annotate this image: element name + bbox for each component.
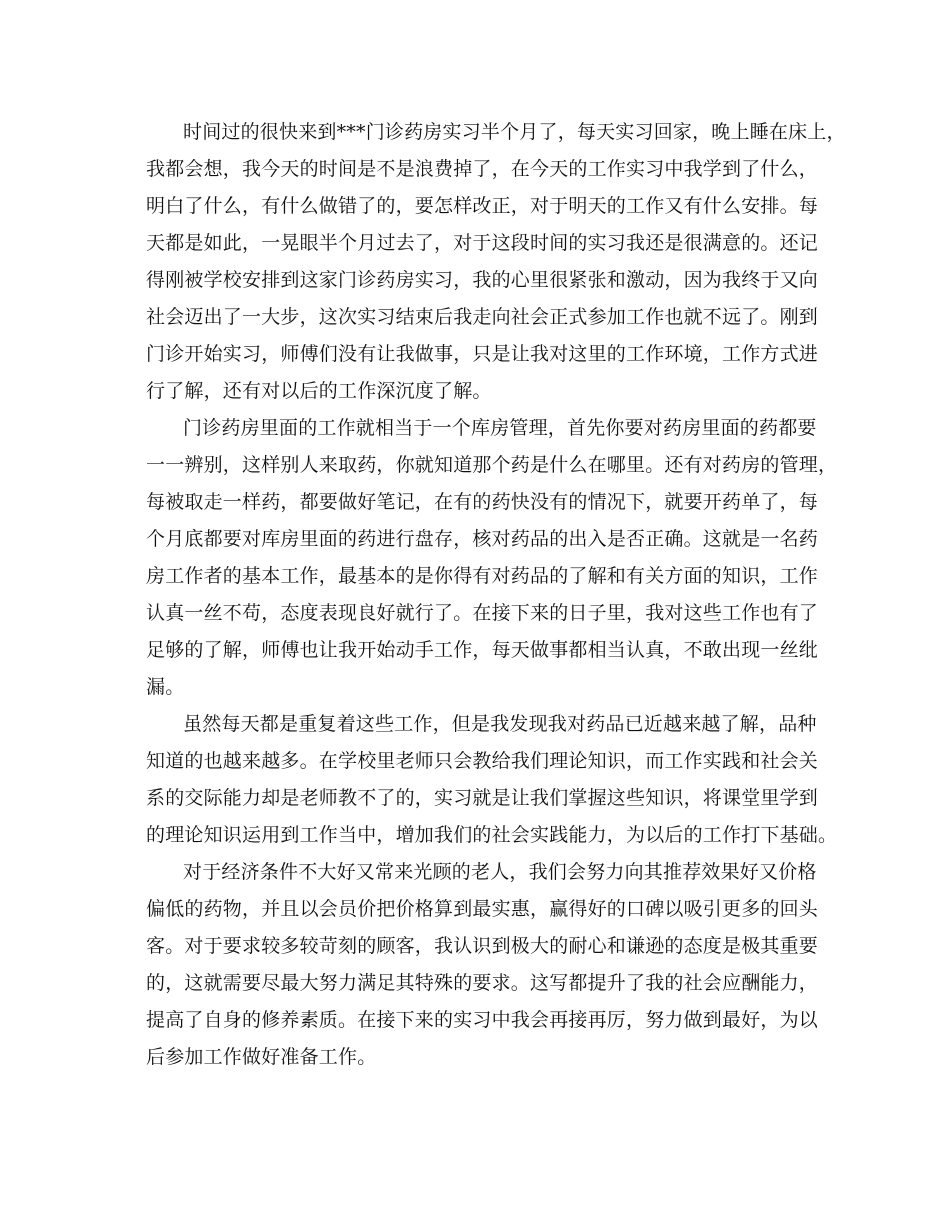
paragraph-1-line-6: 社会迈出了一大步，这次实习结束后我走向社会正式参加工作也就不远了。刚到 <box>146 306 819 328</box>
paragraph-2-line-1: 门诊药房里面的工作就相当于一个库房管理，首先你要对药房里面的药都要 <box>183 417 817 439</box>
paragraph-1-line-7: 门诊开始实习，师傅们没有让我做事，只是让我对这里的工作环境，工作方式进 <box>146 343 819 365</box>
paragraph-4-line-5: 提高了自身的修养素质。在接下来的实习中我会再接再厉，努力做到最好，为以 <box>146 1009 819 1031</box>
paragraph-4-line-4: 的，这就需要尽最大努力满足其特殊的要求。这写都提升了我的社会应酬能力， <box>146 972 819 994</box>
paragraph-4-line-6: 后参加工作做好准备工作。 <box>146 1046 377 1068</box>
paragraph-1-line-3: 明白了什么，有什么做错了的，要怎样改正，对于明天的工作又有什么安排。每 <box>146 195 819 217</box>
paragraph-2-line-6: 认真一丝不苟，态度表现良好就行了。在接下来的日子里，我对这些工作也有了 <box>146 602 819 624</box>
paragraph-2-line-3: 每被取走一样药，都要做好笔记，在有的药快没有的情况下，就要开药单了，每 <box>146 491 819 513</box>
paragraph-3-line-4: 的理论知识运用到工作当中，增加我们的社会实践能力，为以后的工作打下基础。 <box>146 824 838 846</box>
paragraph-2-line-8: 漏。 <box>146 676 185 698</box>
document-body <box>146 114 846 1076</box>
paragraph-3-line-3: 系的交际能力却是老师教不了的，实习就是让我们掌握这些知识，将课堂里学到 <box>146 787 819 809</box>
paragraph-1-line-1: 时间过的很快来到***门诊药房实习半个月了，每天实习回家，晚上睡在床上， <box>183 121 846 143</box>
paragraph-2-line-5: 房工作者的基本工作，最基本的是你得有对药品的了解和有关方面的知识，工作 <box>146 565 819 587</box>
paragraph-1-line-8: 行了解，还有对以后的工作深沉度了解。 <box>146 380 492 402</box>
paragraph-2-line-4: 个月底都要对库房里面的药进行盘存，核对药品的出入是否正确。这就是一名药 <box>146 528 819 550</box>
paragraph-3-line-2: 知道的也越来越多。在学校里老师只会教给我们理论知识，而工作实践和社会关 <box>146 750 819 772</box>
paragraph-1-line-5: 得刚被学校安排到这家门诊药房实习，我的心里很紧张和激动，因为我终于又向 <box>146 269 819 291</box>
paragraph-4-line-3: 客。对于要求较多较苛刻的顾客，我认识到极大的耐心和谦逊的态度是极其重要 <box>146 935 819 957</box>
paragraph-1-line-4: 天都是如此，一晃眼半个月过去了，对于这段时间的实习我还是很满意的。还记 <box>146 232 819 254</box>
paragraph-4-line-2: 偏低的药物，并且以会员价把价格算到最实惠，赢得好的口碑以吸引更多的回头 <box>146 898 819 920</box>
paragraph-2-line-7: 足够的了解，师傅也让我开始动手工作，每天做事都相当认真，不敢出现一丝纰 <box>146 639 819 661</box>
paragraph-3-line-1: 虽然每天都是重复着这些工作，但是我发现我对药品已近越来越了解，品种 <box>183 713 817 735</box>
paragraph-4-line-1: 对于经济条件不大好又常来光顾的老人，我们会努力向其推荐效果好又价格 <box>183 861 817 883</box>
paragraph-1-line-2: 我都会想，我今天的时间是不是浪费掉了，在今天的工作实习中我学到了什么， <box>146 158 819 180</box>
paragraph-2-line-2: 一一辨别，这样别人来取药，你就知道那个药是什么在哪里。还有对药房的管理， <box>146 454 838 476</box>
